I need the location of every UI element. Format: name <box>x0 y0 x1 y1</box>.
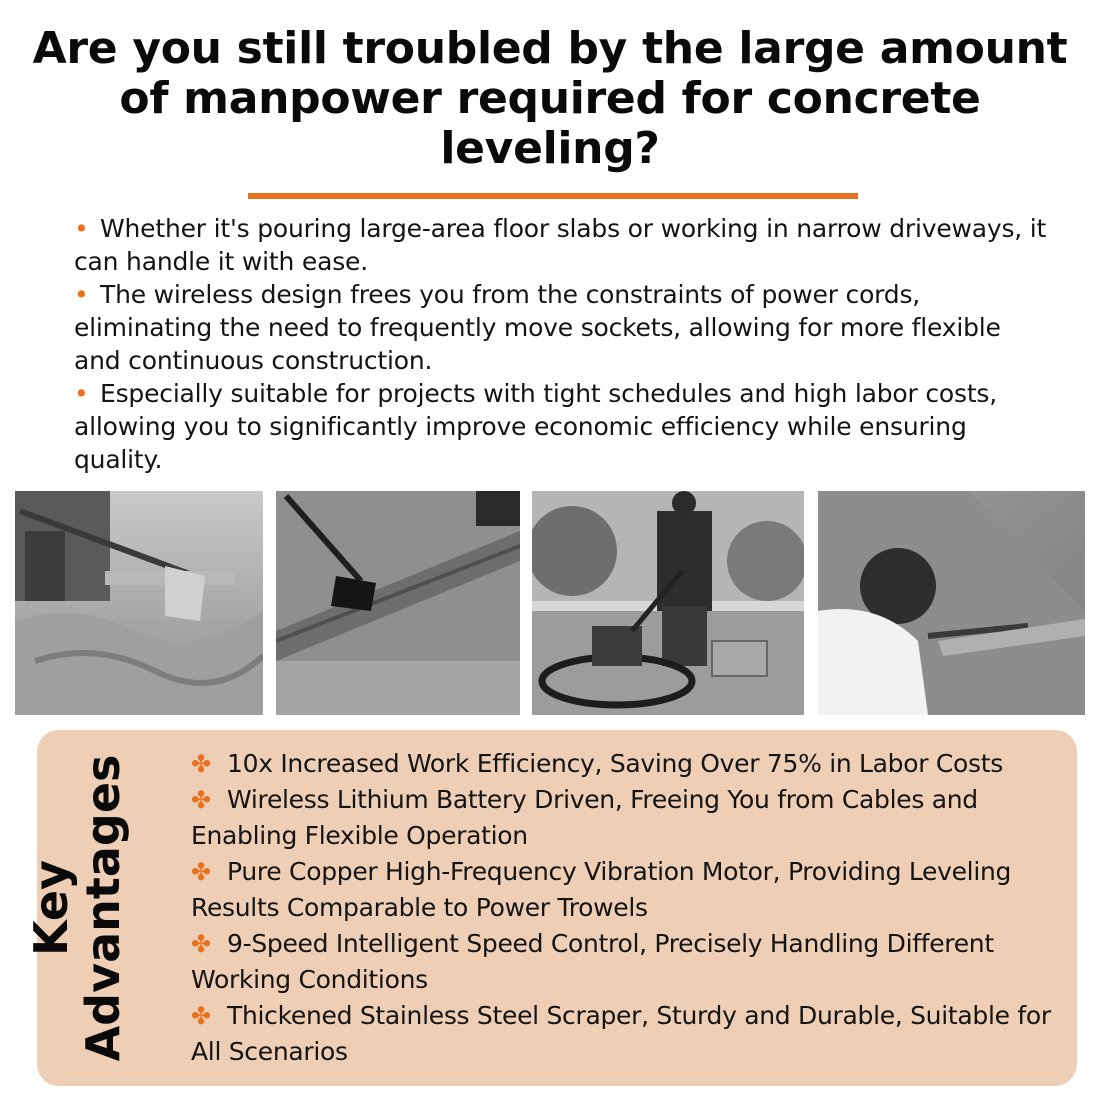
advantage-item <box>191 854 1071 926</box>
headline-underline <box>248 193 858 199</box>
orange-clover-icon: ✤ <box>191 750 211 778</box>
photo-strip <box>15 491 1085 715</box>
advantage-item <box>191 926 1071 998</box>
headline: Are you still troubled by the large amount of manpower required for concrete leveling? <box>32 23 1068 174</box>
advantage-text: Wireless Lithium Battery Driven, Freeing You from Cables and Enabling Flexible Operation <box>191 785 978 850</box>
key-advantages-title-line2: Advantages <box>76 754 130 1062</box>
intro-bullet-list <box>74 212 1054 476</box>
hand-scraper-leveling-concrete-photo <box>276 491 520 715</box>
advantage-text: Pure Copper High-Frequency Vibration Motor, Providing Leveling Results Comparable to Power Trowels <box>191 857 1012 922</box>
key-advantages-panel <box>24 730 1077 1086</box>
intro-bullet-text: Especially suitable for projects with tight schedules and high labor costs, allowing you to significantly improve economic efficiency while ensuring quality. <box>74 379 997 474</box>
advantage-text: 9-Speed Intelligent Speed Control, Precisely Handling Different Working Conditions <box>191 929 994 994</box>
orange-clover-icon: ✤ <box>191 930 211 958</box>
intro-bullet-item <box>74 212 1054 278</box>
workers-raking-wet-concrete-photo <box>15 491 263 715</box>
advantage-text: Thickened Stainless Steel Scraper, Sturdy and Durable, Suitable for All Scenarios <box>191 1001 1051 1066</box>
advantage-item <box>191 998 1071 1070</box>
intro-bullet-text: The wireless design frees you from the constraints of power cords, eliminating the need to frequently move sockets, allowing for more flexible and continuous construction. <box>74 280 1001 375</box>
orange-clover-icon: ✤ <box>191 786 211 814</box>
man-operating-power-trowel-photo <box>532 491 804 715</box>
intro-bullet-item <box>74 278 1054 377</box>
intro-bullet-item <box>74 377 1054 476</box>
orange-clover-icon: ✤ <box>191 858 211 886</box>
man-smoothing-concrete-with-trowel-photo <box>818 491 1085 715</box>
orange-dot-icon: • <box>74 214 89 243</box>
advantage-item <box>191 746 1071 782</box>
orange-dot-icon: • <box>74 379 89 408</box>
orange-dot-icon: • <box>74 280 89 309</box>
advantage-text: 10x Increased Work Efficiency, Saving Over 75% in Labor Costs <box>227 749 1003 778</box>
key-advantages-title <box>25 755 129 1062</box>
advantages-list <box>191 746 1071 1070</box>
advantage-item <box>191 782 1071 854</box>
key-advantages-title-line1: Key <box>24 859 78 957</box>
orange-clover-icon: ✤ <box>191 1002 211 1030</box>
intro-bullet-text: Whether it's pouring large-area floor slabs or working in narrow driveways, it can handle it with ease. <box>74 214 1047 276</box>
